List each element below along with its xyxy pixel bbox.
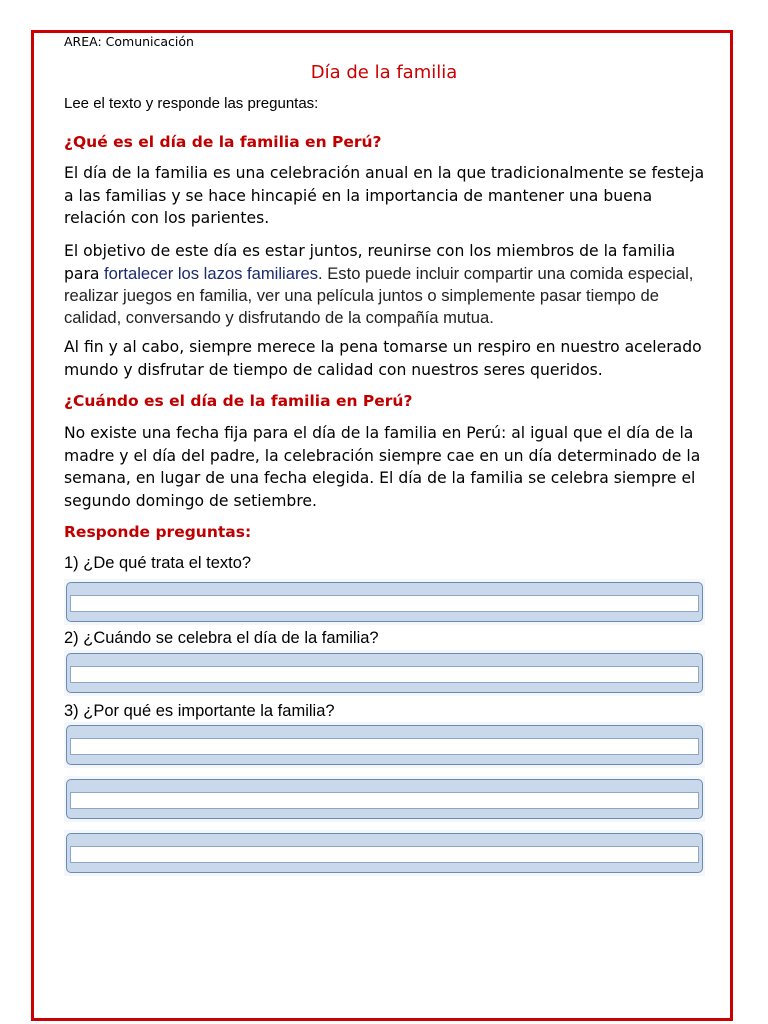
answer-line-frame [66, 582, 703, 622]
section-heading-when: ¿Cuándo es el día de la familia en Perú? [64, 392, 413, 410]
question-3: 3) ¿Por qué es importante la familia? [64, 702, 335, 720]
answer-field-4[interactable] [64, 776, 705, 822]
answer-line-frame [66, 653, 703, 693]
answer-field-1[interactable] [64, 579, 705, 625]
page-title: Día de la familia [310, 62, 458, 83]
answer-field-5[interactable] [64, 830, 705, 876]
section-heading-what: ¿Qué es el día de la familia en Perú? [64, 133, 382, 151]
answer-line[interactable] [70, 666, 699, 683]
paragraph-objective-rest: . Esto puede incluir compartir una comida especial, realizar juegos en familia, ver una película juntos o simplemente pasar tiempo de calidad, conversando y disfrutando de la compañía mutua. [64, 263, 694, 327]
instructions: Lee el texto y responde las preguntas: [64, 95, 319, 112]
paragraph-objective [64, 240, 714, 328]
question-2: 2) ¿Cuándo se celebra el día de la familia? [64, 629, 379, 647]
answer-line-frame [66, 779, 703, 819]
answer-line-frame [66, 833, 703, 873]
paragraph-date: No existe una fecha fija para el día de la familia en Perú: al igual que el día de la madre y el día del padre, la celebración siempre cae en un día determinado de la semana, en lugar de una fecha elegida. El día de la familia se celebra siempre el segundo domingo de setiembre. [64, 424, 701, 510]
paragraph-objective-lead: El objetivo de este día es estar juntos, reunirse con los miembros de la familia para [64, 242, 676, 283]
answer-field-3[interactable] [64, 722, 705, 768]
paragraph-conclusion: Al fin y al cabo, siempre merece la pena tomarse un respiro en nuestro acelerado mundo y disfrutar de tiempo de calidad con nuestros seres queridos. [64, 338, 702, 379]
answer-line[interactable] [70, 738, 699, 755]
questions-heading: Responde preguntas: [64, 523, 252, 541]
answer-line[interactable] [70, 792, 699, 809]
answer-field-2[interactable] [64, 650, 705, 696]
question-1: 1) ¿De qué trata el texto? [64, 554, 252, 572]
area-label: AREA: Comunicación [64, 34, 194, 49]
answer-line[interactable] [70, 595, 699, 612]
answer-line[interactable] [70, 846, 699, 863]
family-bonds-link[interactable]: fortalecer los lazos familiares [104, 263, 318, 283]
answer-line-frame [66, 725, 703, 765]
paragraph-definition: El día de la familia es una celebración anual en la que tradicionalmente se festeja a las familias y se hace hincapié en la importancia de mantener una buena relación con los parientes. [64, 164, 705, 227]
